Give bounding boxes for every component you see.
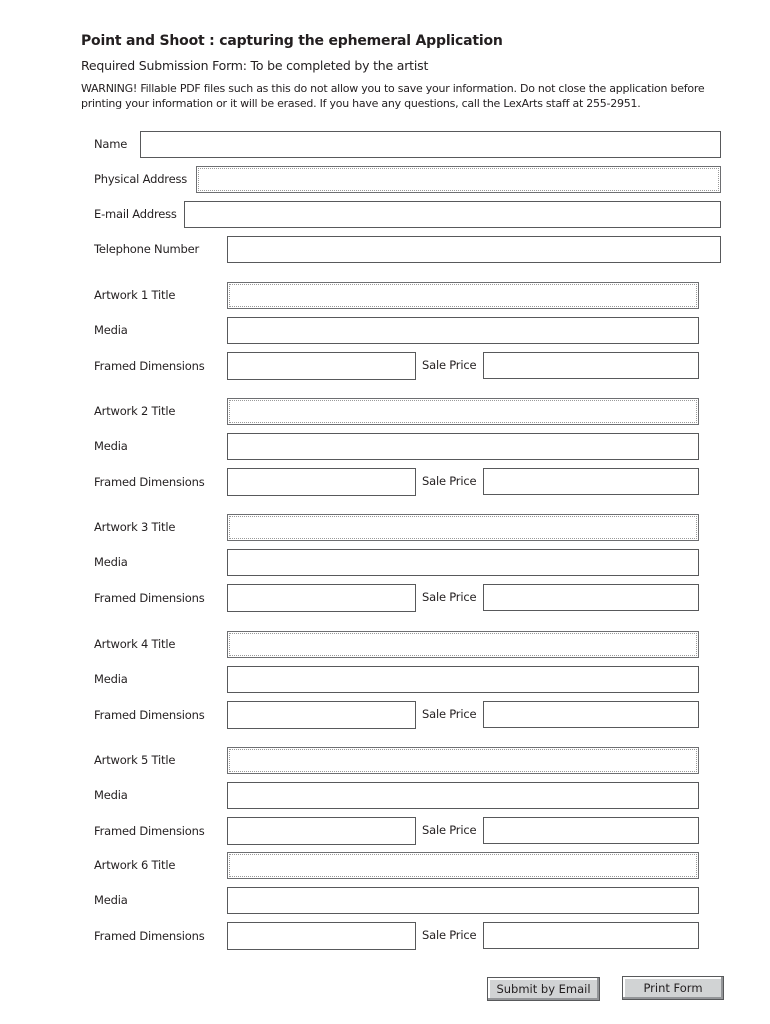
name-input[interactable]: [140, 131, 721, 158]
artwork-4-dimensions-input[interactable]: [227, 701, 416, 729]
artwork-4-sale-price-label: Sale Price: [422, 707, 477, 721]
form-subtitle: Required Submission Form: To be completed by the artist: [81, 58, 429, 73]
telephone-number-label: Telephone Number: [94, 242, 200, 256]
artwork-5-sale-price-input[interactable]: [483, 817, 699, 844]
artwork-6-sale-price-input[interactable]: [483, 922, 699, 949]
artwork-6-sale-price-label: Sale Price: [422, 928, 477, 942]
artwork-2-title-label: Artwork 2 Title: [94, 404, 176, 418]
artwork-2-title-input[interactable]: [227, 398, 699, 425]
artwork-3-dimensions-label: Framed Dimensions: [94, 591, 205, 605]
name-label: Name: [94, 137, 128, 151]
artwork-1-media-label: Media: [94, 323, 128, 337]
email-address-label: E-mail Address: [94, 207, 177, 221]
artwork-5-media-input[interactable]: [227, 782, 699, 809]
artwork-6-title-label: Artwork 6 Title: [94, 858, 176, 872]
artwork-4-title-input[interactable]: [227, 631, 699, 658]
artwork-4-media-label: Media: [94, 672, 128, 686]
artwork-6-dimensions-label: Framed Dimensions: [94, 929, 205, 943]
artwork-4-title-label: Artwork 4 Title: [94, 637, 176, 651]
artwork-3-sale-price-input[interactable]: [483, 584, 699, 611]
telephone-number-input[interactable]: [227, 236, 721, 263]
artwork-1-sale-price-input[interactable]: [483, 352, 699, 379]
warning-notice: WARNING! Fillable PDF files such as this do not allow you to save your information. Do not close the application before printing your information or it will be erased. If you have any questions, call the LexArts staff at 255-2951.: [81, 82, 705, 110]
artwork-1-title-label: Artwork 1 Title: [94, 288, 176, 302]
artwork-2-dimensions-input[interactable]: [227, 468, 416, 496]
artwork-6-media-input[interactable]: [227, 887, 699, 914]
artwork-6-title-input[interactable]: [227, 852, 699, 879]
artwork-3-media-input[interactable]: [227, 549, 699, 576]
artwork-4-dimensions-label: Framed Dimensions: [94, 708, 205, 722]
artwork-3-dimensions-input[interactable]: [227, 584, 416, 612]
artwork-5-title-input[interactable]: [227, 747, 699, 774]
artwork-3-title-label: Artwork 3 Title: [94, 520, 176, 534]
artwork-5-sale-price-label: Sale Price: [422, 823, 477, 837]
artwork-1-dimensions-input[interactable]: [227, 352, 416, 380]
artwork-2-media-label: Media: [94, 439, 128, 453]
artwork-5-title-label: Artwork 5 Title: [94, 753, 176, 767]
email-address-input[interactable]: [184, 201, 721, 228]
artwork-1-title-input[interactable]: [227, 282, 699, 309]
form-title: Point and Shoot : capturing the ephemeral Application: [81, 33, 503, 49]
artwork-6-media-label: Media: [94, 893, 128, 907]
submit-by-email-button[interactable]: Submit by Email: [487, 977, 600, 1001]
artwork-5-dimensions-input[interactable]: [227, 817, 416, 845]
artwork-1-media-input[interactable]: [227, 317, 699, 344]
artwork-3-media-label: Media: [94, 555, 128, 569]
artwork-1-sale-price-label: Sale Price: [422, 358, 477, 372]
artwork-3-title-input[interactable]: [227, 514, 699, 541]
artwork-2-sale-price-input[interactable]: [483, 468, 699, 495]
artwork-2-sale-price-label: Sale Price: [422, 474, 477, 488]
physical-address-label: Physical Address: [94, 172, 188, 186]
artwork-5-media-label: Media: [94, 788, 128, 802]
artwork-2-media-input[interactable]: [227, 433, 699, 460]
artwork-4-media-input[interactable]: [227, 666, 699, 693]
physical-address-input[interactable]: [196, 166, 721, 193]
artwork-4-sale-price-input[interactable]: [483, 701, 699, 728]
artwork-6-dimensions-input[interactable]: [227, 922, 416, 950]
artwork-2-dimensions-label: Framed Dimensions: [94, 475, 205, 489]
artwork-3-sale-price-label: Sale Price: [422, 590, 477, 604]
artwork-1-dimensions-label: Framed Dimensions: [94, 359, 205, 373]
artwork-5-dimensions-label: Framed Dimensions: [94, 824, 205, 838]
print-form-button[interactable]: Print Form: [622, 976, 724, 1000]
